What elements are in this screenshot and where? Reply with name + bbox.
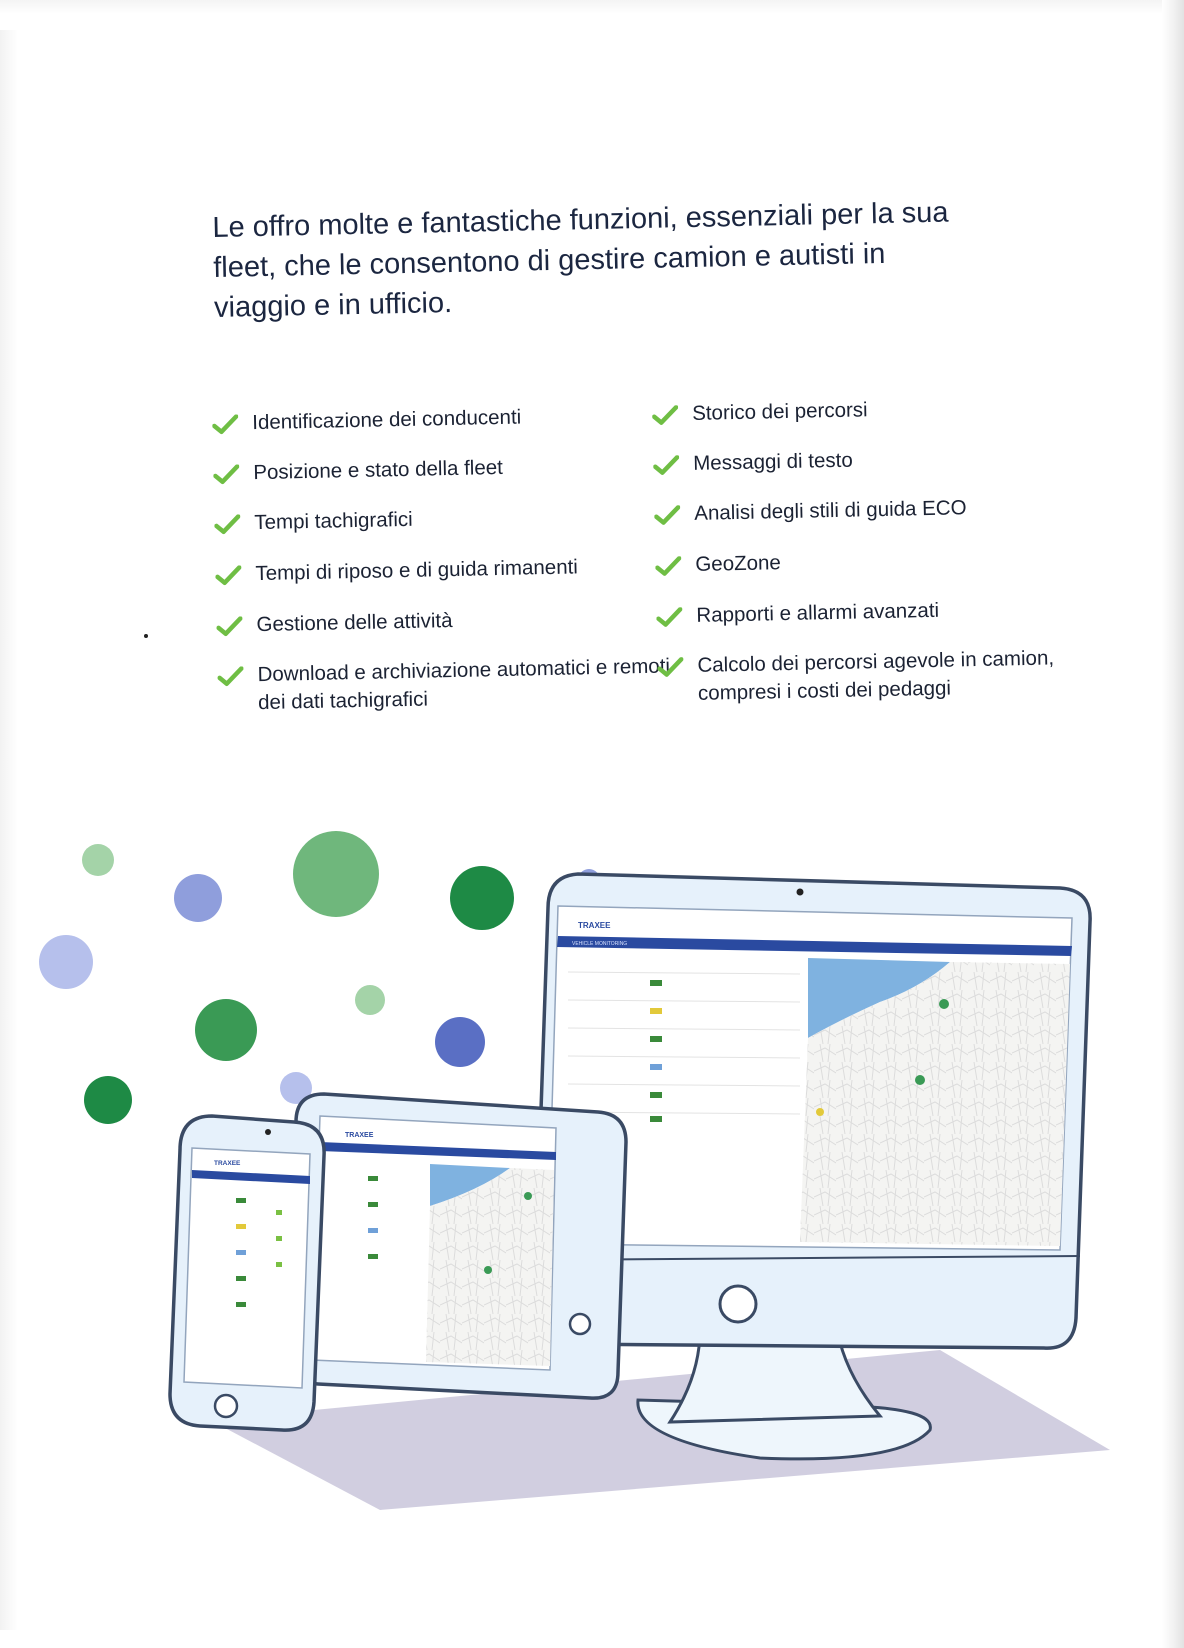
feature-list [212, 392, 1079, 740]
tablet [290, 1094, 626, 1398]
status-chip [276, 1210, 282, 1215]
check-icon [652, 405, 678, 426]
status-chip [276, 1236, 282, 1241]
scan-speck [144, 634, 148, 638]
feature-item [655, 542, 1115, 580]
check-icon [217, 666, 243, 687]
phone [170, 1116, 324, 1430]
check-icon [213, 464, 239, 485]
check-icon [214, 514, 240, 535]
feature-label: Calcolo dei percorsi agevole in camion, compresi i costi dei pedaggi [697, 646, 1055, 705]
status-chip [650, 1064, 662, 1070]
tablet-home-button[interactable] [570, 1314, 590, 1334]
vehicle-marker [484, 1266, 492, 1274]
power-button-icon [720, 1286, 756, 1322]
status-chip [650, 980, 662, 986]
check-icon [653, 455, 679, 476]
vehicle-marker [939, 999, 949, 1009]
feature-item [656, 593, 1116, 631]
monitor-screen [548, 906, 1072, 1250]
status-chip [368, 1228, 378, 1233]
phone-app-logo: TRAXEE [214, 1160, 241, 1167]
status-chip [650, 1092, 662, 1098]
app-logo: TRAXEE [578, 921, 611, 930]
feature-item [212, 400, 682, 438]
status-chip [236, 1302, 246, 1307]
check-icon [216, 616, 242, 637]
feature-label: Gestione delle attività [256, 609, 453, 637]
bubble [82, 844, 114, 876]
status-chip [236, 1276, 246, 1281]
feature-label: Posizione e stato della fleet [253, 455, 504, 485]
bubble [174, 874, 222, 922]
bubble [84, 1076, 132, 1124]
tablet-app-logo: TRAXEE [345, 1132, 374, 1139]
status-chip [368, 1176, 378, 1181]
bubble [435, 1017, 485, 1067]
status-chip [236, 1224, 246, 1229]
check-icon [655, 556, 681, 577]
feature-item [657, 644, 1098, 709]
page-title: Le offro molte e fantastiche funzioni, essenziali per la sua fleet, che le consentono di gestire camion e autisti in viaggio e in ufficio. [212, 196, 949, 324]
check-icon [656, 607, 682, 628]
devices-illustration [0, 810, 1184, 1510]
feature-item [214, 500, 684, 538]
feature-item [653, 441, 1113, 479]
status-chip [368, 1254, 378, 1259]
bubble [355, 985, 385, 1015]
vehicle-marker [915, 1075, 925, 1085]
feature-item [652, 391, 1112, 429]
decorative-bubbles [39, 831, 600, 1124]
feature-label: Tempi tachigrafici [254, 507, 413, 535]
feature-label: Analisi degli stili di guida ECO [694, 496, 967, 525]
phone-camera-icon [265, 1129, 271, 1135]
vehicle-marker [524, 1192, 532, 1200]
feature-label: Identificazione dei conducenti [252, 405, 522, 435]
bubble [293, 831, 379, 917]
feature-item [216, 602, 686, 640]
feature-column-left [212, 401, 671, 715]
status-chip [368, 1202, 378, 1207]
bubble [39, 935, 93, 989]
scan-edge-top [0, 0, 1184, 14]
status-chip [650, 1008, 662, 1014]
check-icon [215, 565, 241, 586]
app-header-text: VEHICLE MONITORING [572, 941, 628, 947]
status-chip [650, 1036, 662, 1042]
feature-label: Storico dei percorsi [691, 398, 868, 425]
check-icon [654, 505, 680, 526]
feature-label: GeoZone [695, 551, 782, 576]
bubble [195, 999, 257, 1061]
feature-label: Download e archiviazione automatici e remoti dei dati tachigrafici [257, 654, 671, 715]
feature-label: Rapporti e allarmi avanzati [696, 598, 940, 627]
check-icon [212, 414, 238, 435]
bubble [450, 866, 514, 930]
vehicle-marker [816, 1108, 824, 1116]
feature-item [213, 450, 683, 488]
status-chip [650, 1116, 662, 1122]
feature-label: Tempi di riposo e di guida rimanenti [255, 555, 579, 586]
feature-item [215, 551, 685, 589]
phone-screen [184, 1148, 310, 1388]
check-icon [657, 657, 683, 678]
status-chip [236, 1198, 246, 1203]
feature-label: Messaggi di testo [692, 448, 853, 475]
phone-home-button[interactable] [215, 1395, 237, 1417]
feature-item [654, 491, 1114, 529]
status-chip [276, 1262, 282, 1267]
webcam-icon [797, 889, 804, 896]
feature-item [217, 652, 678, 718]
status-chip [236, 1250, 246, 1255]
feature-column-right [652, 392, 1072, 705]
